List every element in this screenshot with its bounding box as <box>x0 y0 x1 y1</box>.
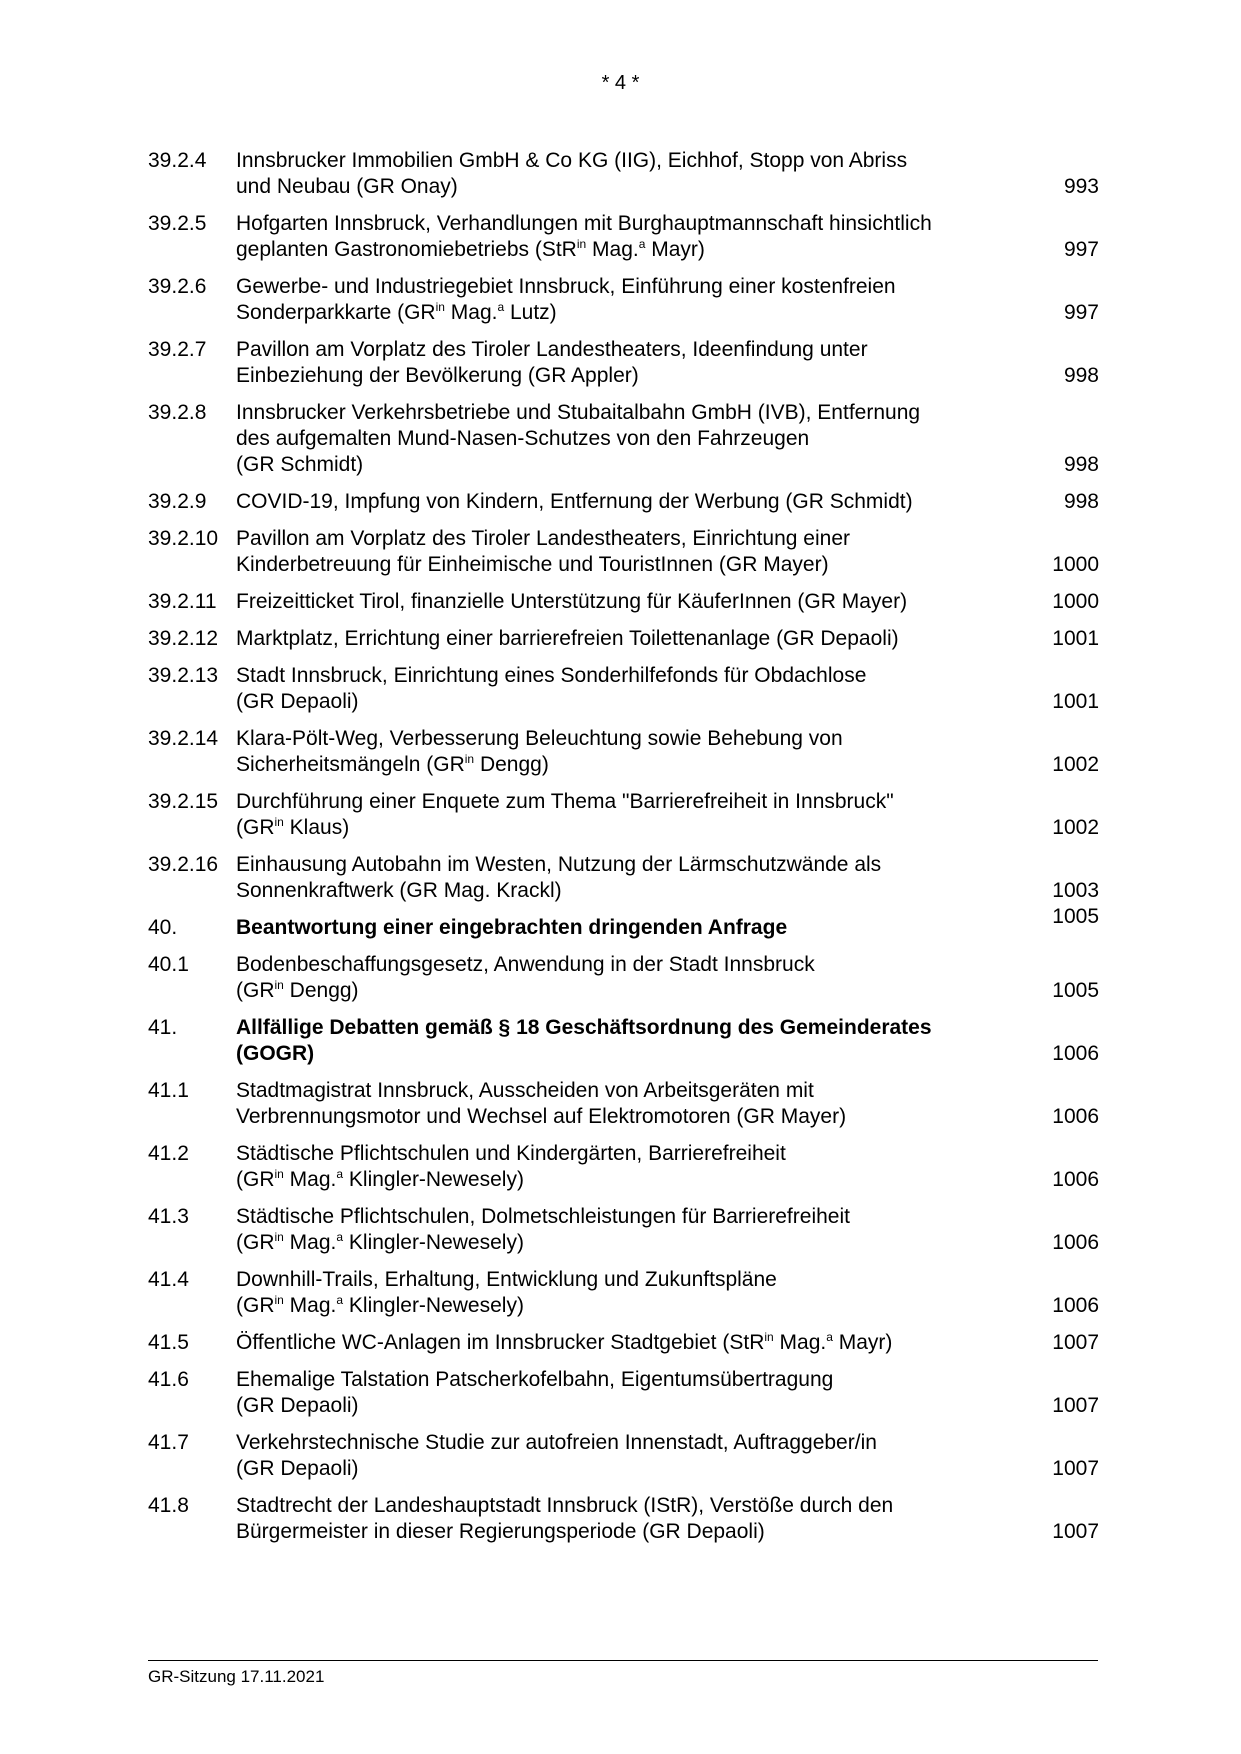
toc-entry <box>148 337 1099 389</box>
toc-entry-number: 40. <box>148 916 178 939</box>
toc-entry-page: 993 <box>1063 175 1099 198</box>
table-of-contents <box>148 148 1099 1556</box>
toc-entry-title-line: ($GR^{in}$ Dengg) <box>236 978 359 1002</box>
toc-entry-title-line: Gewerbe- und Industriegebiet Innsbruck, Einführung einer kostenfreien <box>236 275 896 298</box>
toc-entry-number: 39.2.10 <box>148 527 219 550</box>
toc-entry <box>148 1204 1099 1256</box>
toc-entry-title <box>236 1267 1029 1319</box>
toc-entry-title-line: (GR Depaoli) <box>236 1394 359 1417</box>
toc-entry <box>148 1267 1099 1319</box>
toc-entry-title-line: Pavillon am Vorplatz des Tiroler Landestheaters, Einrichtung einer <box>236 527 851 550</box>
toc-entry-number: 41.5 <box>148 1331 189 1354</box>
toc-entry-title-line: Freizeitticket Tirol, finanzielle Unterstützung für KäuferInnen (GR Mayer) <box>236 590 908 613</box>
toc-entry-number: 41.2 <box>148 1142 189 1165</box>
toc-entry-page: 1007 <box>1052 1457 1099 1480</box>
toc-entry-title <box>236 1141 1029 1193</box>
toc-entry-page: 1007 <box>1052 1520 1099 1543</box>
footer-text: GR-Sitzung 17.11.2021 <box>148 1667 325 1686</box>
toc-entry <box>148 726 1099 778</box>
page-number: * 4 * <box>601 72 640 94</box>
toc-entry-number: 39.2.4 <box>148 149 207 172</box>
toc-entry-page: 1002 <box>1052 816 1099 839</box>
toc-entry-page: 1000 <box>1052 553 1099 576</box>
toc-entry-number: 39.2.11 <box>148 590 217 613</box>
toc-entry <box>148 589 1099 615</box>
toc-entry-page: 1001 <box>1052 627 1099 650</box>
toc-entry-title-line: Einbeziehung der Bevölkerung (GR Appler) <box>236 364 639 387</box>
toc-entry <box>148 626 1099 652</box>
toc-entry <box>148 852 1099 904</box>
toc-entry-title-line: Innsbrucker Verkehrsbetriebe und Stubaitalbahn GmbH (IVB), Entfernung <box>236 401 921 424</box>
toc-entry-number: 39.2.14 <box>148 727 219 750</box>
toc-entry-title-line: Durchführung einer Enquete zum Thema "Barrierefreiheit in Innsbruck" <box>236 790 894 813</box>
toc-entry-title-line: ($GR^{in}$ Klaus) <box>236 815 350 839</box>
toc-entry <box>148 905 1099 941</box>
toc-entry-title <box>236 526 1029 578</box>
toc-entry-page: 1007 <box>1052 1331 1099 1354</box>
toc-entry-title-line: geplanten Gastronomiebetriebs (StR$^{in}$ Mag.$^a$ Mayr) <box>236 237 705 261</box>
toc-entry-title-line: (GR Depaoli) <box>236 1457 359 1480</box>
toc-entry <box>148 1493 1099 1545</box>
toc-entry <box>148 526 1099 578</box>
toc-entry <box>148 663 1099 715</box>
toc-entry-title <box>236 626 1029 652</box>
toc-entry-title-line: Hofgarten Innsbruck, Verhandlungen mit Burghauptmannschaft hinsichtlich <box>236 212 932 235</box>
toc-entry-page: 1006 <box>1052 1168 1099 1191</box>
toc-entry-title-line: ($GR^{in}$ Mag.$^a$ Klingler-Newesely) <box>236 1230 524 1254</box>
toc-entry <box>148 211 1099 263</box>
toc-entry <box>148 789 1099 841</box>
toc-entry-title <box>236 789 1029 841</box>
toc-entry-number: 41.1 <box>148 1079 189 1102</box>
toc-entry-number: 39.2.8 <box>148 401 207 424</box>
toc-entry-number: 39.2.9 <box>148 490 207 513</box>
toc-entry-title <box>236 852 1029 904</box>
toc-entry-page: 997 <box>1063 301 1099 324</box>
toc-entry <box>148 1015 1099 1067</box>
toc-entry-page: 1005 <box>1052 979 1099 1002</box>
toc-entry-number: 39.2.5 <box>148 212 207 235</box>
toc-entry-title-line: Downhill-Trails, Erhaltung, Entwicklung und Zukunftspläne <box>236 1268 777 1291</box>
toc-entry-number: 41.6 <box>148 1368 189 1391</box>
toc-entry-title-line: Verkehrstechnische Studie zur autofreien Innenstadt, Auftraggeber/in <box>236 1431 877 1454</box>
toc-entry-title <box>236 489 1029 515</box>
toc-entry-number: 41.3 <box>148 1205 189 1228</box>
toc-entry-title-line: Bürgermeister in dieser Regierungsperiode (GR Depaoli) <box>236 1520 765 1543</box>
toc-entry-title-line: Pavillon am Vorplatz des Tiroler Landestheaters, Ideenfindung unter <box>236 338 868 361</box>
toc-entry-number: 39.2.15 <box>148 790 219 813</box>
toc-entry <box>148 1141 1099 1193</box>
toc-entry-title-line: Sicherheitsmängeln ($GR^{in}$ Dengg) <box>236 752 549 776</box>
toc-entry <box>148 274 1099 326</box>
footer-divider <box>148 1660 1098 1661</box>
toc-entry-number: 39.2.13 <box>148 664 219 687</box>
toc-entry-number: 41.7 <box>148 1431 189 1454</box>
toc-entry-title-line: Bodenbeschaffungsgesetz, Anwendung in der Stadt Innsbruck <box>236 953 815 976</box>
toc-entry-title <box>236 1493 1029 1545</box>
toc-entry-title <box>236 915 1029 941</box>
toc-entry-title-line: Klara-Pölt-Weg, Verbesserung Beleuchtung sowie Behebung von <box>236 727 843 750</box>
toc-entry-title-line: Kinderbetreuung für Einheimische und TouristInnen (GR Mayer) <box>236 553 829 576</box>
toc-entry-title-line: Stadtmagistrat Innsbruck, Ausscheiden von Arbeitsgeräten mit <box>236 1079 814 1102</box>
toc-entry-page: 1005 <box>1052 905 1099 928</box>
toc-entry-title <box>236 1330 1029 1356</box>
toc-entry-title <box>236 663 1029 715</box>
toc-entry-number: 39.2.16 <box>148 853 219 876</box>
toc-entry-page: 1002 <box>1052 753 1099 776</box>
toc-entry-title <box>236 211 1029 263</box>
toc-entry-number: 41. <box>148 1016 178 1039</box>
toc-entry-page: 997 <box>1063 238 1099 261</box>
toc-entry-number: 39.2.6 <box>148 275 207 298</box>
toc-entry-page: 1006 <box>1052 1105 1099 1128</box>
toc-entry <box>148 952 1099 1004</box>
toc-entry-title <box>236 1204 1029 1256</box>
toc-entry-title-line: Sonderparkkarte ($GR^{in}$ Mag.$^a$ Lutz) <box>236 300 557 324</box>
toc-entry-title <box>236 1367 1029 1419</box>
toc-entry-title-line: Städtische Pflichtschulen, Dolmetschleistungen für Barrierefreiheit <box>236 1205 850 1228</box>
toc-entry-number: 39.2.12 <box>148 627 219 650</box>
toc-entry-title <box>236 274 1029 326</box>
toc-entry <box>148 1078 1099 1130</box>
toc-entry-title <box>236 400 1029 478</box>
toc-entry-title <box>236 1078 1029 1130</box>
toc-entry-title-line: COVID-19, Impfung von Kindern, Entfernung der Werbung (GR Schmidt) <box>236 490 913 513</box>
toc-entry-title-line: Marktplatz, Errichtung einer barrierefreien Toilettenanlage (GR Depaoli) <box>236 627 899 650</box>
toc-entry-page: 1003 <box>1052 879 1099 902</box>
toc-entry-title-line: Ehemalige Talstation Patscherkofelbahn, Eigentumsübertragung <box>236 1368 834 1391</box>
toc-entry-number: 39.2.7 <box>148 338 207 361</box>
toc-entry-title-line: (GR Depaoli) <box>236 690 359 713</box>
toc-entry-title-line: Allfällige Debatten gemäß § 18 Geschäftsordnung des Gemeinderates <box>236 1016 932 1039</box>
toc-entry-title-line: des aufgemalten Mund-Nasen-Schutzes von den Fahrzeugen <box>236 427 810 450</box>
toc-entry-title-line: (GOGR) <box>236 1042 315 1065</box>
toc-entry <box>148 1330 1099 1356</box>
toc-entry-page: 1000 <box>1052 590 1099 613</box>
toc-entry <box>148 148 1099 200</box>
toc-entry-title-line: Stadt Innsbruck, Einrichtung eines Sonderhilfefonds für Obdachlose <box>236 664 867 687</box>
toc-entry-title-line: Beantwortung einer eingebrachten dringenden Anfrage <box>236 916 788 939</box>
toc-entry-title <box>236 726 1029 778</box>
toc-entry-title-line: Städtische Pflichtschulen und Kindergärten, Barrierefreiheit <box>236 1142 786 1165</box>
toc-entry-title-line: Stadtrecht der Landeshauptstadt Innsbruck (IStR), Verstöße durch den <box>236 1494 894 1517</box>
toc-entry-title-line: ($GR^{in}$ Mag.$^a$ Klingler-Newesely) <box>236 1167 524 1191</box>
toc-entry-title-line: Öffentliche WC-Anlagen im Innsbrucker Stadtgebiet (StR$^{in}$ Mag.$^a$ Mayr) <box>236 1330 893 1354</box>
toc-entry <box>148 1430 1099 1482</box>
toc-entry-title <box>236 589 1029 615</box>
toc-entry-title-line: Innsbrucker Immobilien GmbH & Co KG (IIG), Eichhof, Stopp von Abriss <box>236 149 908 172</box>
toc-entry-title <box>236 1430 1029 1482</box>
toc-entry-title <box>236 1015 1029 1067</box>
toc-entry-number: 40.1 <box>148 953 189 976</box>
toc-entry-page: 1006 <box>1052 1042 1099 1065</box>
toc-entry-page: 1001 <box>1052 690 1099 713</box>
toc-entry-page: 998 <box>1063 453 1099 476</box>
toc-entry-page: 998 <box>1063 364 1099 387</box>
toc-entry-title <box>236 148 1029 200</box>
toc-entry-title-line: und Neubau (GR Onay) <box>236 175 458 198</box>
toc-entry-title <box>236 337 1029 389</box>
toc-entry-title-line: Verbrennungsmotor und Wechsel auf Elektromotoren (GR Mayer) <box>236 1105 847 1128</box>
toc-entry-page: 1006 <box>1052 1231 1099 1254</box>
toc-entry-title-line: ($GR^{in}$ Mag.$^a$ Klingler-Newesely) <box>236 1293 524 1317</box>
toc-entry <box>148 400 1099 478</box>
toc-entry-title <box>236 952 1029 1004</box>
toc-entry-page: 998 <box>1063 490 1099 513</box>
toc-entry-number: 41.4 <box>148 1268 189 1291</box>
toc-entry-title-line: Sonnenkraftwerk (GR Mag. Krackl) <box>236 879 562 902</box>
toc-entry <box>148 489 1099 515</box>
toc-entry-page: 1006 <box>1052 1294 1099 1317</box>
toc-entry-title-line: (GR Schmidt) <box>236 453 364 476</box>
toc-entry-number: 41.8 <box>148 1494 189 1517</box>
toc-entry-page: 1007 <box>1052 1394 1099 1417</box>
toc-entry-title-line: Einhausung Autobahn im Westen, Nutzung der Lärmschutzwände als <box>236 853 882 876</box>
toc-entry <box>148 1367 1099 1419</box>
